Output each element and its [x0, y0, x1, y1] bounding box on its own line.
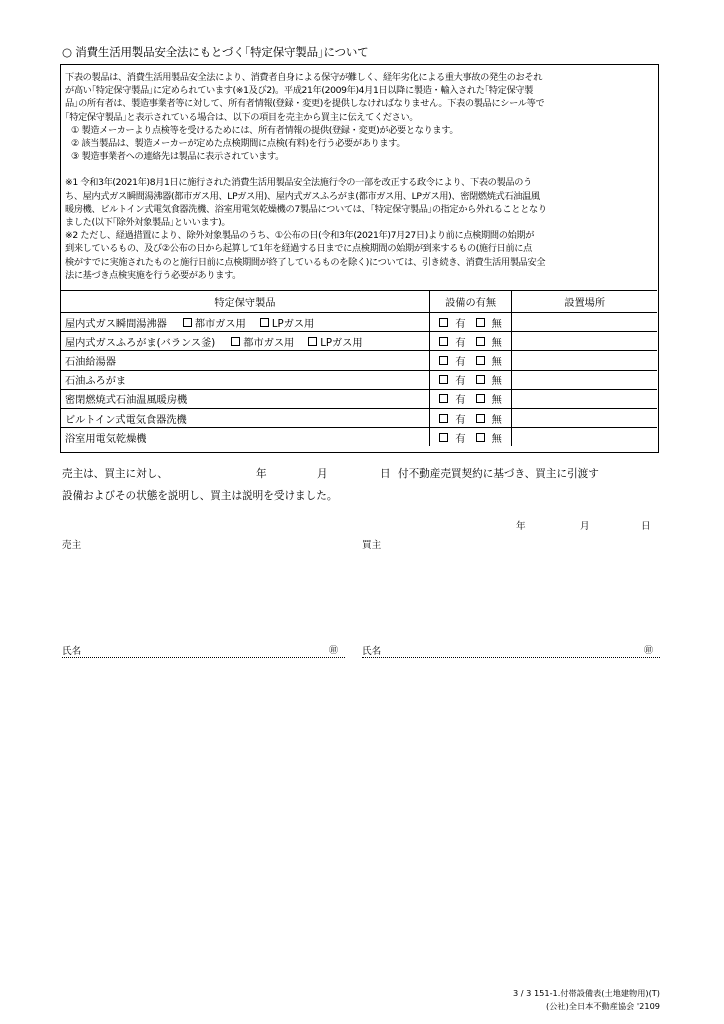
note2-line: ※2 ただし、経過措置により、除外対象製品のうち、①公布の日(令和3年(2021年)7月27日)より前に点検期間の始期が	[65, 230, 535, 242]
location-cell[interactable]	[512, 370, 657, 389]
presence-no-option[interactable]	[476, 434, 502, 445]
yes-label: 有	[455, 395, 466, 407]
statement-line-2: 設備およびその状態を説明し、買主は説明を受けました。	[62, 490, 338, 502]
specified-maintenance-products-box	[60, 64, 659, 453]
checkbox-icon[interactable]	[476, 394, 485, 403]
statement-line-1	[62, 466, 168, 481]
statement-suffix: 付不動産売買契約に基づき、買主に引渡す	[398, 468, 599, 480]
presence-no-option[interactable]	[476, 395, 502, 406]
product-cell	[61, 351, 429, 370]
presence-no-option[interactable]	[476, 357, 502, 368]
presence-cell	[429, 332, 512, 351]
buyer-seal-mark: ㊞	[644, 646, 654, 656]
checkbox-icon[interactable]	[476, 433, 485, 442]
no-label: 無	[491, 433, 502, 445]
presence-yes-option[interactable]	[439, 357, 465, 368]
product-name: 屋内式ガス瞬間湯沸器	[65, 318, 167, 330]
footer-page-info: 3 / 3 151-1.付帯設備表(土地建物用)(T)	[512, 988, 660, 998]
note1-line: ました(以下｢除外対象製品｣といいます)。	[65, 217, 231, 229]
checkbox-icon[interactable]	[439, 318, 448, 327]
table-row	[61, 389, 657, 408]
product-cell	[61, 313, 429, 332]
buyer-name-label: 氏名	[362, 646, 382, 657]
presence-no-option[interactable]	[476, 415, 502, 426]
product-cell	[61, 389, 429, 408]
statement-year: 年	[256, 468, 267, 480]
date-year-label: 年	[516, 521, 526, 532]
checkbox-icon[interactable]	[183, 318, 192, 327]
gas-type-option[interactable]	[260, 319, 314, 330]
location-cell[interactable]	[512, 428, 657, 447]
gas-type-label: LPガス用	[320, 337, 363, 349]
presence-cell	[429, 351, 512, 370]
product-name: 浴室用電気乾燥機	[65, 433, 147, 445]
yes-label: 有	[455, 337, 466, 349]
table-header-row	[61, 291, 657, 313]
checkbox-icon[interactable]	[231, 337, 240, 346]
yes-label: 有	[455, 376, 466, 388]
checkbox-icon[interactable]	[439, 356, 448, 365]
date-day-label: 日	[641, 521, 651, 532]
table-row	[61, 428, 657, 447]
location-cell[interactable]	[512, 389, 657, 408]
gas-type-label: LPガス用	[271, 318, 315, 330]
no-label: 無	[491, 356, 502, 368]
presence-cell	[429, 389, 512, 408]
no-label: 無	[491, 414, 502, 426]
table-row	[61, 332, 657, 351]
presence-yes-option[interactable]	[439, 415, 465, 426]
seller-name-line	[62, 657, 345, 658]
presence-no-option[interactable]	[476, 376, 502, 387]
location-cell[interactable]	[512, 313, 657, 332]
table-row	[61, 408, 657, 427]
seller-label: 売主	[62, 540, 82, 551]
presence-cell	[429, 370, 512, 389]
header-location: 設置場所	[512, 291, 657, 313]
presence-yes-option[interactable]	[439, 395, 465, 406]
intro-item-3: ③ 製造事業者への連絡先は製品に表示されています。	[71, 151, 284, 163]
checkbox-icon[interactable]	[439, 433, 448, 442]
checkbox-icon[interactable]	[439, 337, 448, 346]
presence-cell	[429, 313, 512, 332]
checkbox-icon[interactable]	[476, 414, 485, 423]
intro-line: 下表の製品は、消費生活用製品安全法により、消費者自身による保守が難しく、経年劣化による重大事故の発生のおそれ	[65, 72, 543, 83]
checkbox-icon[interactable]	[308, 337, 317, 346]
intro-line: が高い｢特定保守製品｣に定められています(※1及び2)。平成21年(2009年)4月1日以降に製造・輸入された｢特定保守製	[65, 85, 533, 97]
intro-item-2: ② 該当製品は、製造メーカーが定めた点検期間に点検(有料)を行う必要があります。	[71, 138, 406, 150]
checkbox-icon[interactable]	[476, 318, 485, 327]
note2-line: 検がすでに実施されたものと施行日前に点検期間が終了しているものを除く)については、引き続き、消費生活用製品安全	[65, 256, 546, 268]
buyer-label: 買主	[362, 540, 382, 551]
location-cell[interactable]	[512, 408, 657, 427]
yes-label: 有	[455, 414, 466, 426]
product-name: 石油ふろがま	[65, 376, 127, 388]
date-month-label: 月	[580, 521, 590, 532]
yes-label: 有	[455, 356, 466, 368]
statement-prefix: 売主は、買主に対し、	[62, 468, 168, 480]
presence-cell	[429, 428, 512, 447]
location-cell[interactable]	[512, 332, 657, 351]
table-row	[61, 351, 657, 370]
product-cell	[61, 428, 429, 447]
seller-name-label: 氏名	[62, 646, 82, 657]
no-label: 無	[491, 376, 502, 388]
intro-item-1: ① 製造メーカーより点検等を受けるためには、所有者情報の提供(登録・変更)が必要となります。	[71, 124, 459, 136]
gas-type-option[interactable]	[183, 319, 246, 330]
statement-day: 日	[380, 468, 391, 480]
presence-yes-option[interactable]	[439, 376, 465, 387]
product-name: 密閉燃焼式石油温風暖房機	[65, 395, 188, 407]
product-cell	[61, 332, 429, 351]
no-label: 無	[491, 318, 502, 330]
gas-type-option[interactable]	[231, 338, 294, 349]
intro-line: ｢特定保守製品｣と表示されている場合は、以下の項目を売主から買主に伝えてください。	[65, 111, 419, 123]
checkbox-icon[interactable]	[439, 394, 448, 403]
products-table	[61, 290, 657, 446]
checkbox-icon[interactable]	[476, 375, 485, 384]
product-name: 石油給湯器	[65, 356, 116, 368]
checkbox-icon[interactable]	[439, 375, 448, 384]
product-name: ビルトイン式電気食器洗機	[65, 414, 187, 426]
intro-line: 品｣の所有者は、製造事業者等に対して、所有者情報(登録・変更)を提供しなければなりません。下表の製品にシール等で	[65, 98, 545, 110]
intro-text	[65, 71, 653, 282]
table-row	[61, 313, 657, 332]
presence-no-option[interactable]	[476, 338, 502, 349]
header-presence: 設備の有無	[429, 291, 512, 313]
section-title: ○ 消費生活用製品安全法にもとづく｢特定保守製品｣について	[62, 45, 369, 59]
statement-month: 月	[317, 468, 328, 480]
note1-line: ち、屋内式ガス瞬間湯沸器(都市ガス用、LPガス用)、屋内式ガスふろがま(都市ガス用、LPガス用)、密閉燃焼式石油温風	[65, 190, 540, 202]
checkbox-icon[interactable]	[476, 356, 485, 365]
seller-seal-mark: ㊞	[329, 646, 339, 656]
note1-line: 暖房機、ビルトイン式電気食器洗機、浴室用電気乾燥機の7製品については、｢特定保守製品｣の指定から外れることとなり	[65, 203, 547, 215]
presence-yes-option[interactable]	[439, 338, 465, 349]
presence-yes-option[interactable]	[439, 434, 465, 445]
location-cell[interactable]	[512, 351, 657, 370]
no-label: 無	[491, 337, 502, 349]
presence-yes-option[interactable]	[439, 319, 465, 330]
gas-type-label: 都市ガス用	[243, 337, 295, 349]
checkbox-icon[interactable]	[260, 318, 269, 327]
note2-line: 到来しているもの、及び②公布の日から起算して1年を経過する日までに点検期間の始期が到来するもの(施行日前に点	[65, 243, 532, 255]
header-product: 特定保守製品	[61, 291, 429, 313]
yes-label: 有	[455, 433, 466, 445]
no-label: 無	[491, 395, 502, 407]
checkbox-icon[interactable]	[476, 337, 485, 346]
presence-no-option[interactable]	[476, 319, 502, 330]
table-row	[61, 370, 657, 389]
footer-publisher: (公社)全日本不動産協会 '2109	[546, 1001, 660, 1011]
gas-type-option[interactable]	[308, 338, 362, 349]
note2-line: 法に基づき点検実施を行う必要があります。	[65, 269, 242, 281]
note1-line: ※1 令和3年(2021年)8月1日に施行された消費生活用製品安全法施行令の一部を改正する政令により、下表の製品のう	[65, 177, 532, 189]
gas-type-label: 都市ガス用	[194, 318, 246, 330]
checkbox-icon[interactable]	[439, 414, 448, 423]
product-cell	[61, 408, 429, 427]
yes-label: 有	[455, 318, 466, 330]
product-cell	[61, 370, 429, 389]
presence-cell	[429, 408, 512, 427]
product-name: 屋内式ガスふろがま(バランス釜)	[65, 337, 216, 349]
buyer-name-line	[362, 657, 660, 658]
